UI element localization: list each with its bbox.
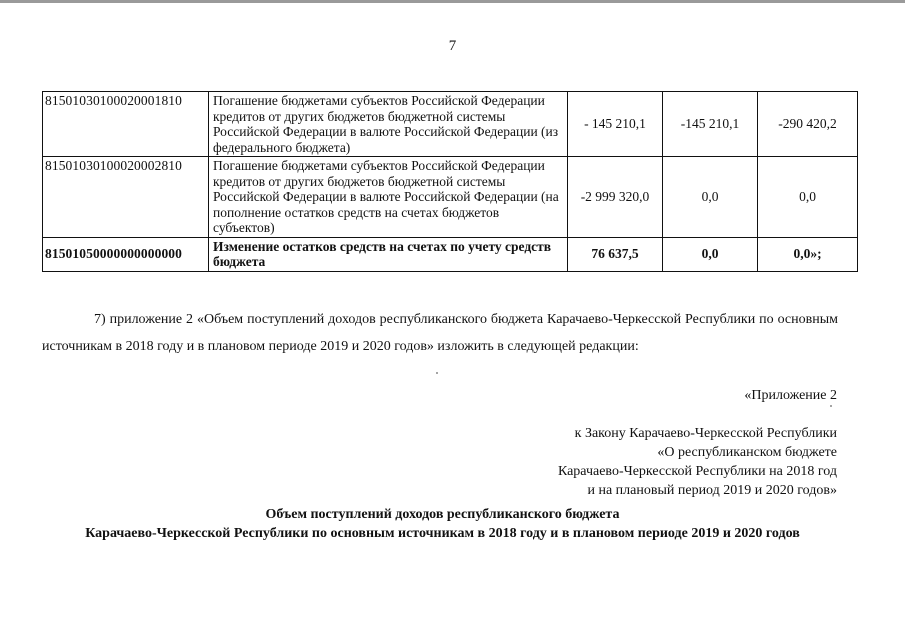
value-2020-cell: -290 420,2 [758,92,858,157]
budget-code-cell: 81501050000000000000 [43,237,209,271]
value-2019-cell: 0,0 [663,237,758,271]
amendment-paragraph: 7) приложение 2 «Объем поступлений доходов республиканского бюджета Карачаево-Черкесской Республики по основным источникам в 2018 году и в плановом периоде 2019 и 2020 годов» изложить в следующей редакции: [42,312,838,354]
appendix-line: к Закону Карачаево-Черкесской Республики [574,426,837,441]
budget-sources-table [42,91,858,272]
page-number: 7 [448,38,457,54]
appendix-law-reference [558,424,837,500]
appendix-line: Карачаево-Черкесской Республики на 2018 год [557,464,837,479]
value-2018-cell: 76 637,5 [568,237,663,271]
document-heading-line-1: Объем поступлений доходов республиканского бюджета [265,507,620,522]
value-2019-cell: -145 210,1 [663,92,758,157]
value-2018-cell: -2 999 320,0 [568,157,663,238]
budget-code-cell: 81501030100020001810 [43,92,209,157]
table-row [43,92,858,157]
appendix-line: и на плановый период 2019 и 2020 годов» [587,483,837,498]
scan-speck [830,405,832,407]
appendix-line: «О республиканском бюджете [657,445,837,460]
description-cell: Погашение бюджетами субъектов Российской Федерации кредитов от других бюджетов бюджетной системы Российской Федерации в валюте Российской Федерации (из федерального бюджета) [209,92,568,157]
table-total-row [43,237,858,271]
value-2020-cell: 0,0 [758,157,858,238]
description-cell: Погашение бюджетами субъектов Российской Федерации кредитов от других бюджетов бюджетной системы Российской Федерации в валюте Российской Федерации (на пополнение остатков средств на счетах бюджетов субъектов) [209,157,568,238]
value-2018-cell: - 145 210,1 [568,92,663,157]
document-heading-line-2: Карачаево-Черкесской Республики по основным источникам в 2018 году и в плановом периоде 2019 и 2020 годов [85,526,800,541]
table-row [43,157,858,238]
description-cell: Изменение остатков средств на счетах по учету средств бюджета [209,237,568,271]
appendix-title: «Приложение 2 [744,388,837,403]
value-2020-cell: 0,0»; [758,237,858,271]
scan-speck [436,372,438,374]
budget-code-cell: 81501030100020002810 [43,157,209,238]
value-2019-cell: 0,0 [663,157,758,238]
top-border-line [0,0,905,3]
